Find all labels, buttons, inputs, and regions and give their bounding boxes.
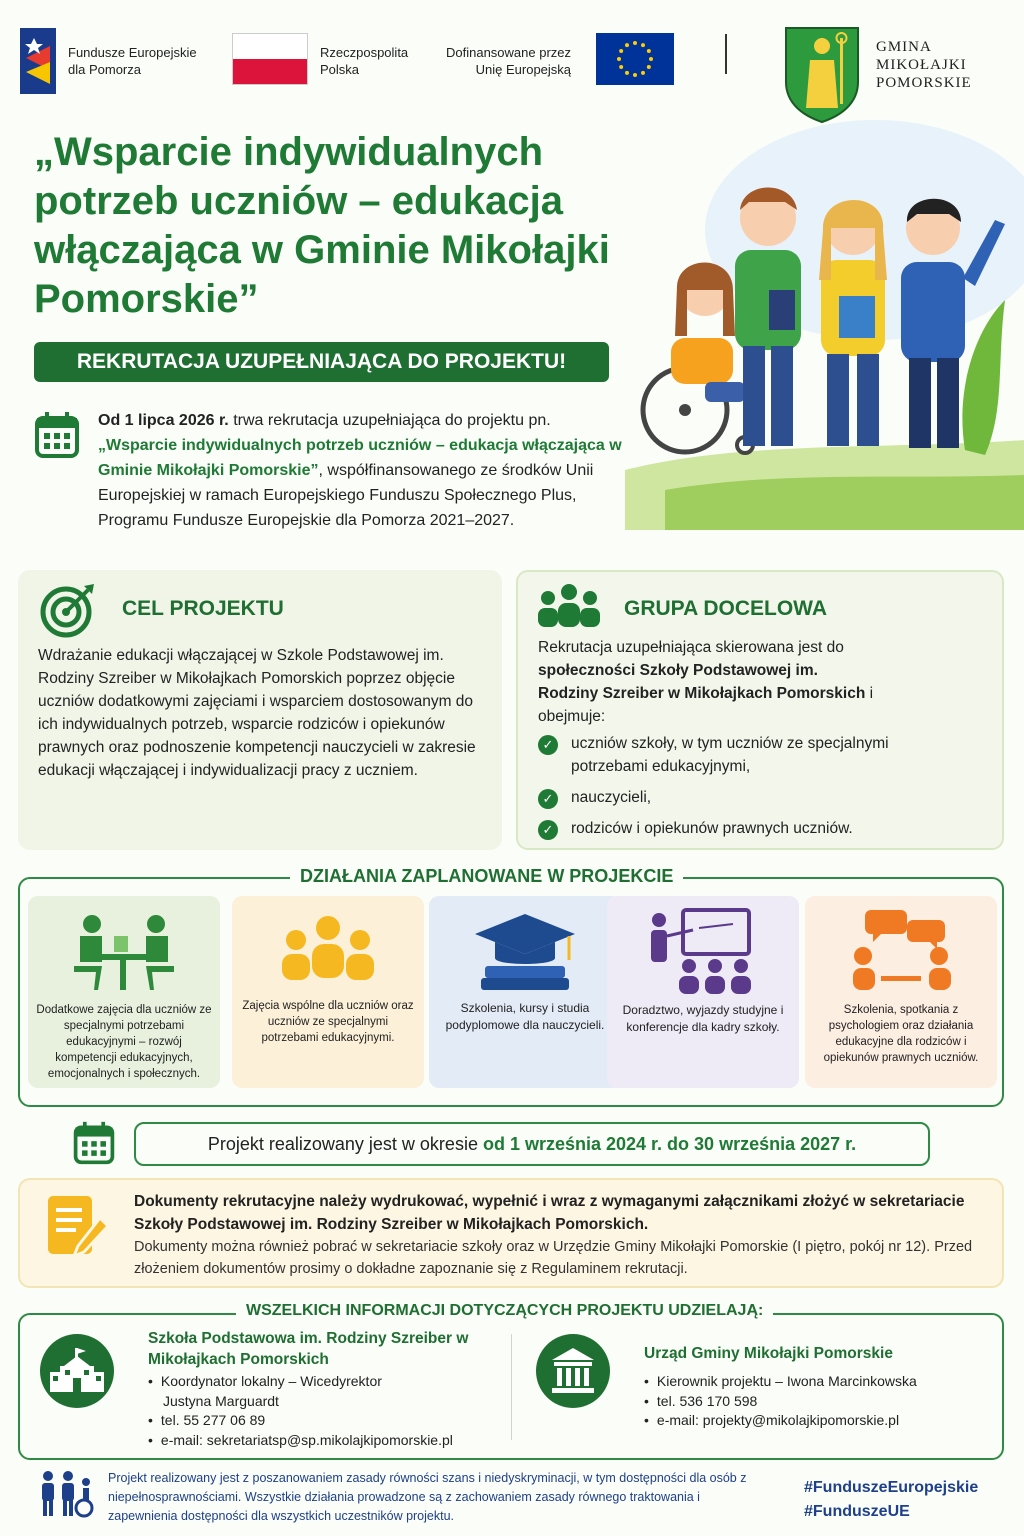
check-icon: ✓ [538, 820, 558, 840]
list-item: ✓ rodziców i opiekunów prawnych uczniów. [538, 817, 988, 840]
activity-tile-2: Zajęcia wspólne dla uczniów oraz uczniów ze specjalnymi potrzebami edukacyjnymi. [232, 896, 424, 1088]
list-item: ✓ uczniów szkoły, w tym uczniów ze specjalnymi potrzebami edukacyjnymi, [538, 732, 988, 778]
footer-text: Projekt realizowany jest z poszanowaniem zasady równości szans i niedyskryminacji, w tym dostępności dla osób z niepełnosprawnościami. Wszystkie działania prowadzone są z zachowaniem zasady równego traktowania i zapewnienia dostępności dla wszystkich uczestników projektu. [108, 1471, 747, 1523]
activity-tile-4: Doradztwo, wyjazdy studyjne i konferencje dla kadry szkoły. [607, 896, 799, 1088]
pl-text: Rzeczpospolita Polska [320, 45, 409, 77]
check-icon: ✓ [538, 789, 558, 809]
town-hall-icon [536, 1334, 610, 1408]
crest-icon [782, 24, 862, 124]
eu-flag-icon [596, 33, 674, 85]
grupa-docelowa-heading: GRUPA DOCELOWA [624, 597, 827, 620]
hashtags [804, 1476, 978, 1524]
documents-text: Dokumenty rekrutacyjne należy wydrukować, wypełnić i wraz z wymaganymi załącznikami złożyć w sekretariacie Szkoły Podstawowej im. Rodziny Szreiber w Mikołajkach Pomorskich. Dokumenty można również pobrać w sekretariacie szkoły oraz w Urzędzie Gminy Mikołajki Pomorskie (I piętro, pokój nr 12). Przed złożeniem dokumentów prosimy o dokładne zapoznanie się z Regulaminem rekrutacji. [134, 1193, 973, 1277]
hashtag-fundusze-europejskie: #FunduszeEuropejskie [804, 1479, 979, 1496]
list-item: ✓ nauczycieli, [538, 786, 988, 809]
parents-talk-icon [841, 906, 961, 996]
activity-tile-1: Dodatkowe zajęcia dla uczniów ze specjalnymi potrzebami edukacyjnymi – rozwój kompetencji edukacyjnych, emocjonalnych i społecznych. [28, 896, 220, 1088]
cel-projektu-heading: CEL PROJEKTU [122, 597, 284, 620]
cel-projektu-text: Wdrażanie edukacji włączającej w Szkole Podstawowej im. Rodziny Szreiber w Mikołajkach Pomorskich poprzez objęcie uczniów dodatkowymi zajęciami i wsparciem dostosowanym do ich indywidualnych potrzeb, wsparcie rodziców i opiekunów prawnych oraz podnoszenie kompetencji nauczycieli w zakresie edukacji włączającej i indywidualizacji pracy z uczniem. [38, 647, 476, 779]
check-icon: ✓ [538, 735, 558, 755]
divider [725, 34, 727, 74]
accessibility-icon [38, 1470, 98, 1518]
office-contact-list [644, 1372, 984, 1431]
school-contact-list [148, 1372, 498, 1450]
contact-heading: WSZELKICH INFORMACJI DOTYCZĄCYCH PROJEKTU UDZIELAJĄ: [236, 1302, 773, 1320]
hashtag-fundusze-ue: #FunduszeUE [804, 1503, 910, 1520]
pupils-table-icon [64, 906, 184, 996]
activity-tile-3: Szkolenia, kursy i studia podyplomowe dla nauczycieli. [429, 896, 621, 1088]
school-building-icon [40, 1334, 114, 1408]
group-people-icon [268, 906, 388, 996]
graduation-cap-icon [465, 906, 585, 996]
presentation-icon [643, 906, 763, 996]
school-email: • e-mail: sekretariatsp@sp.mikolajkipomorskie.pl [148, 1431, 498, 1451]
eu-text: Dofinansowane przez Unię Europejską [446, 45, 572, 77]
grupa-docelowa-list [538, 732, 988, 840]
school-phone: • tel. 55 277 06 89 [148, 1411, 498, 1431]
fe-logo-icon [20, 28, 56, 94]
activity-tile-5: Szkolenia, spotkania z psychologiem oraz działania edukacyjne dla rodziców i opiekunów prawnych uczniów. [805, 896, 997, 1088]
fe-logo-text: Fundusze Europejskie dla Pomorza [68, 45, 197, 77]
recruitment-banner: REKRUTACJA UZUPEŁNIAJĄCA DO PROJEKTU! [34, 342, 609, 382]
students-illustration [625, 110, 1024, 530]
dzialania-heading: DZIAŁANIA ZAPLANOWANE W PROJEKCIE [290, 866, 683, 887]
office-email: • e-mail: projekty@mikolajkipomorskie.pl [644, 1411, 984, 1431]
target-icon [40, 582, 96, 638]
gmina-name: GMINA MIKOŁAJKI POMORSKIE [876, 39, 972, 91]
pl-flag-icon [232, 33, 308, 85]
grupa-docelowa-text: Rekrutacja uzupełniająca skierowana jest do społeczności Szkoły Podstawowej im. Rodziny Szreiber w Mikołajkach Pomorskich i obejmuje: [538, 639, 874, 725]
intro-text: Od 1 lipca 2026 r. trwa rekrutacja uzupełniająca do projektu pn. „Wsparcie indywidualnych potrzeb uczniów – edukacja włączająca w Gminie Mikołajki Pomorskie”, współfinansowanego ze środków Unii Europejskiej w ramach Europejskiego Funduszu Społecznego Plus, Programu Fundusze Europejskie dla Pomorza 2021–2027. [98, 412, 622, 529]
office-role: • Kierownik projektu – Iwona Marcinkowska [644, 1372, 984, 1392]
project-period: Projekt realizowany jest w okresie od 1 września 2024 r. do 30 września 2027 r. [134, 1122, 930, 1166]
office-name: Urząd Gminy Mikołajki Pomorskie [644, 1345, 893, 1362]
document-pencil-icon [44, 1192, 110, 1262]
calendar-icon [72, 1120, 116, 1166]
divider [511, 1334, 512, 1440]
group-icon [536, 584, 602, 628]
page-title: „Wsparcie indywidualnych potrzeb uczniów – edukacja włączająca w Gminie Mikołajki Pomorskie” [34, 130, 610, 321]
calendar-icon [34, 410, 80, 460]
school-name: Szkoła Podstawowa im. Rodziny Szreiber w Mikołajkach Pomorskich [148, 1330, 469, 1368]
school-role: • Koordynator lokalny – Wicedyrektor Justyna Marguardt [148, 1372, 498, 1411]
office-phone: • tel. 536 170 598 [644, 1392, 984, 1412]
